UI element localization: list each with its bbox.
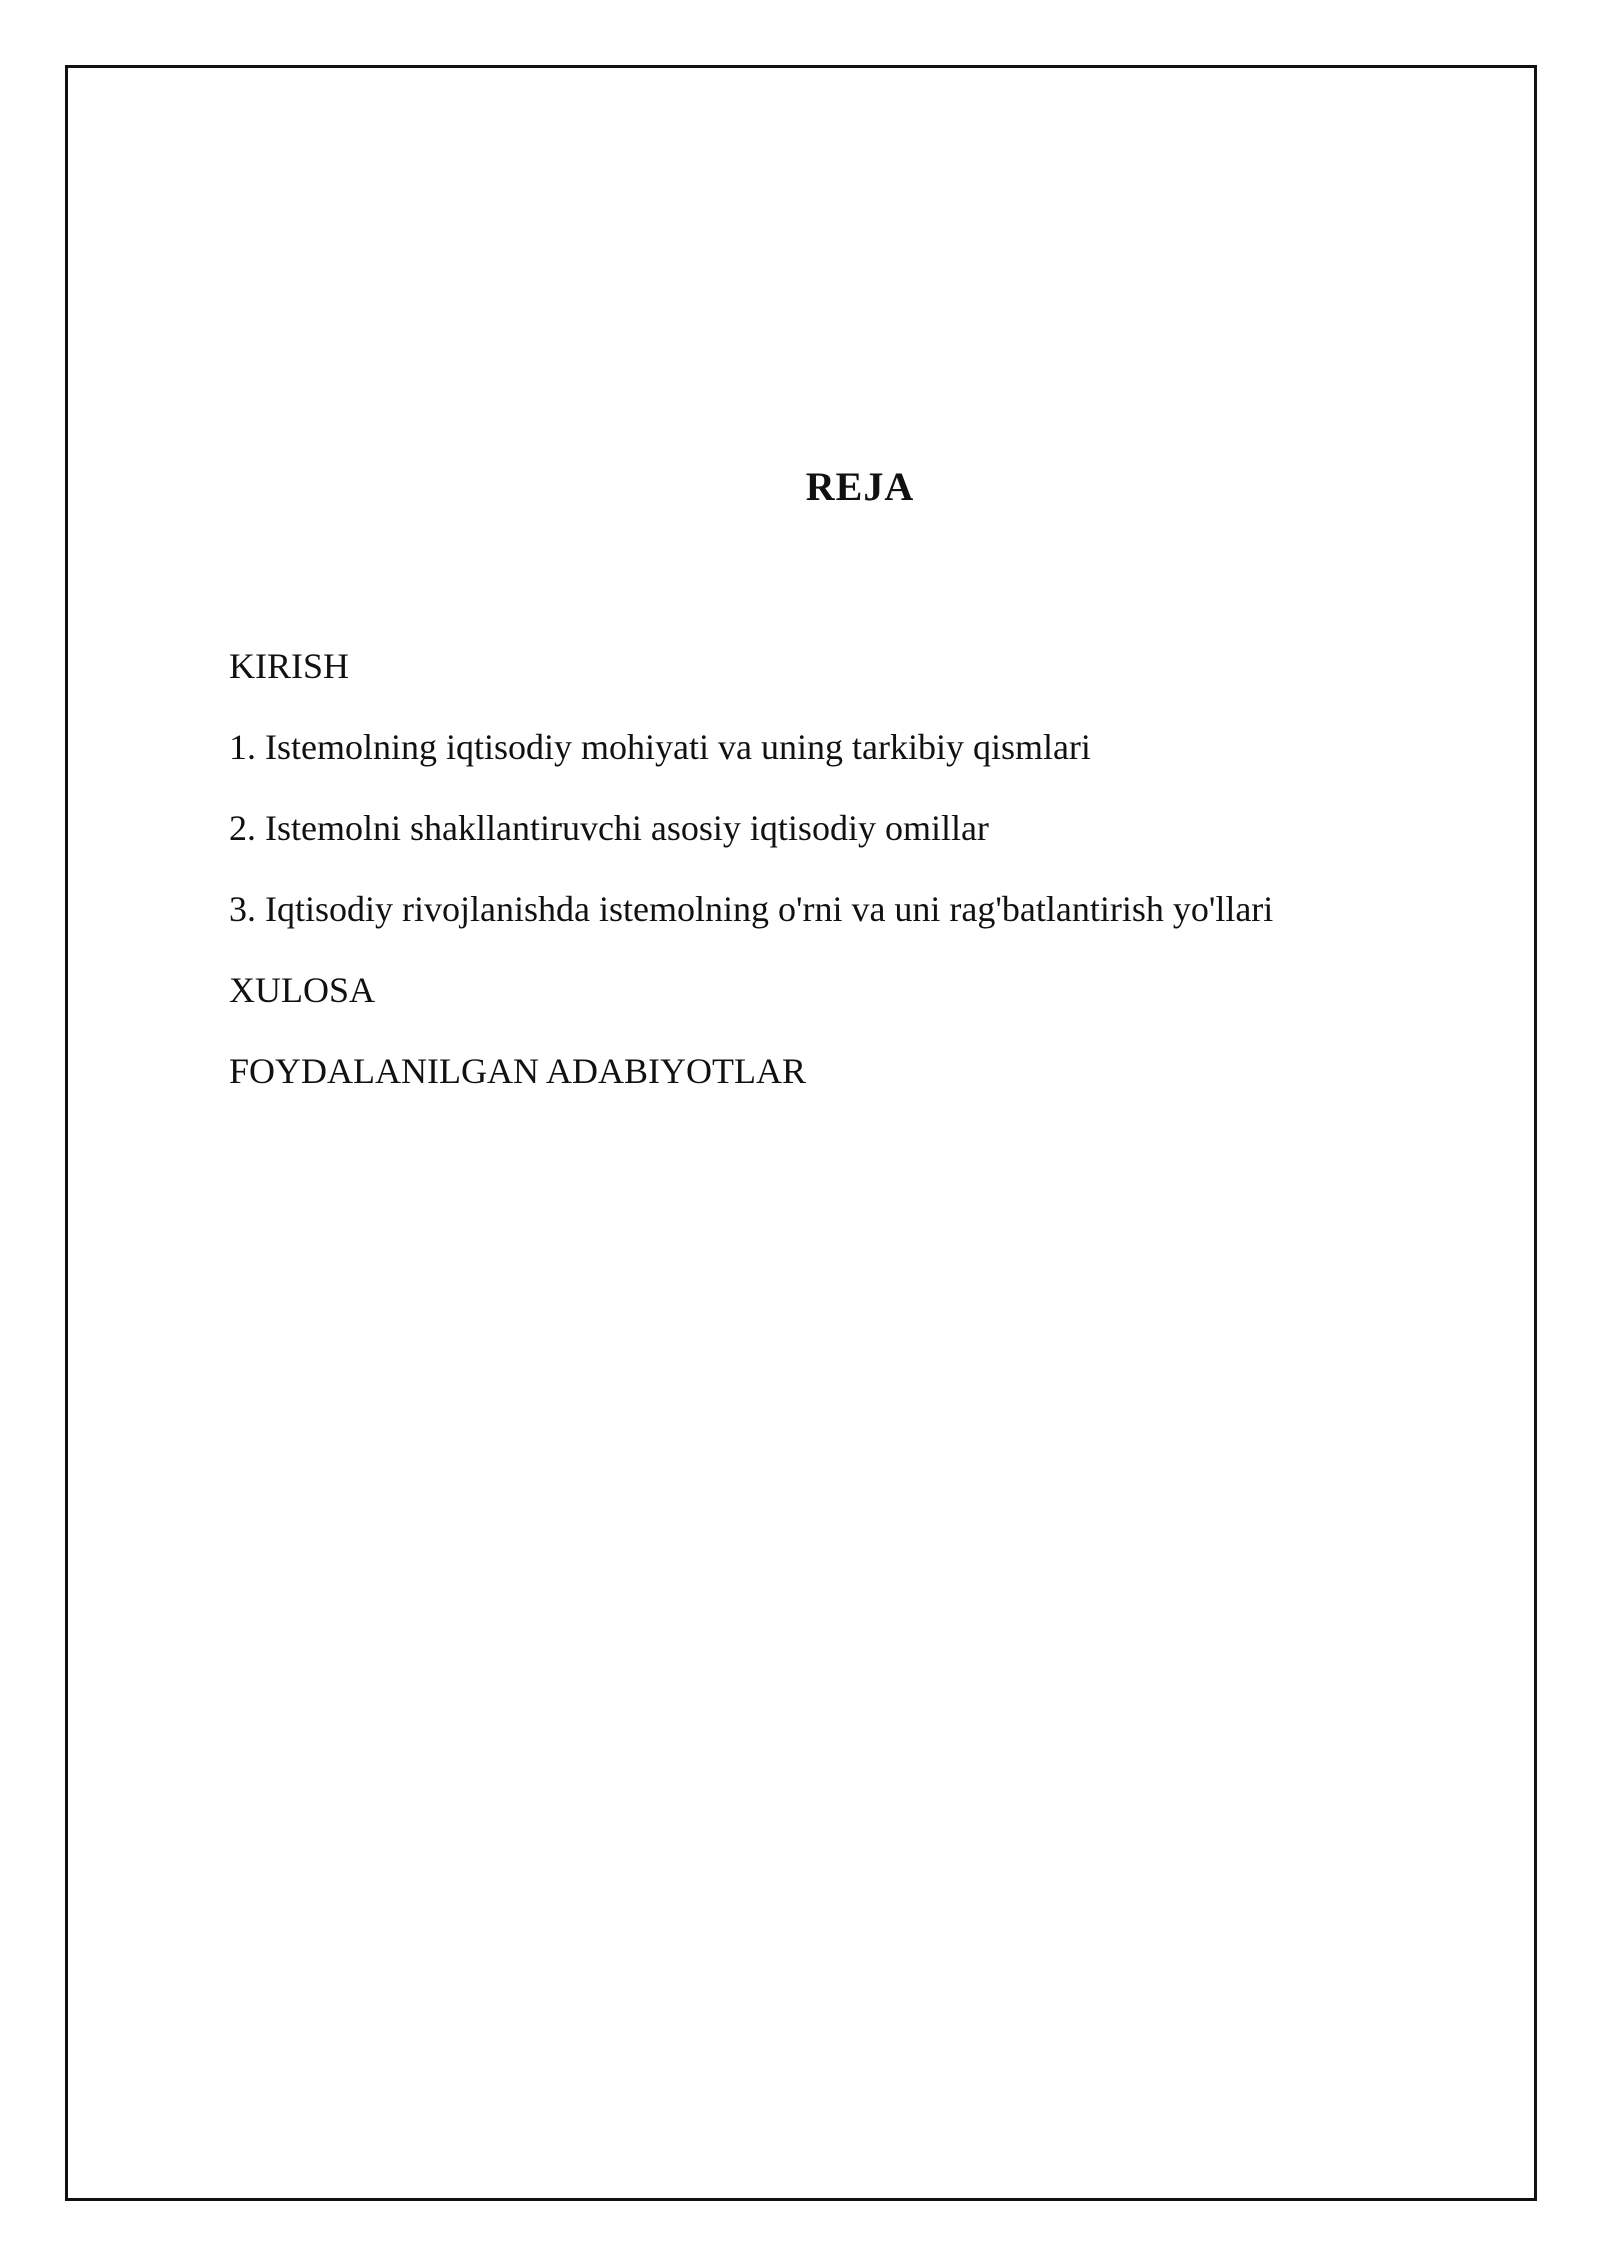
plan-item-chapter-3: 3. Iqtisodiy rivojlanishda istemolning o'rni va uni rag'batlantirish yo'llari [229, 889, 1274, 929]
plan-title: REJA [805, 464, 915, 509]
plan-item-chapter-1: 1. Istemolning iqtisodiy mohiyati va uning tarkibiy qismlari [229, 727, 1091, 767]
plan-item-conclusion: XULOSA [229, 970, 376, 1010]
plan-list [229, 644, 1429, 1130]
plan-item-introduction: KIRISH [229, 646, 350, 686]
plan-item-chapter-2: 2. Istemolni shakllantiruvchi asosiy iqtisodiy omillar [229, 808, 989, 848]
page-border [65, 65, 1537, 2201]
plan-item-references: FOYDALANILGAN ADABIYOTLAR [229, 1051, 806, 1091]
